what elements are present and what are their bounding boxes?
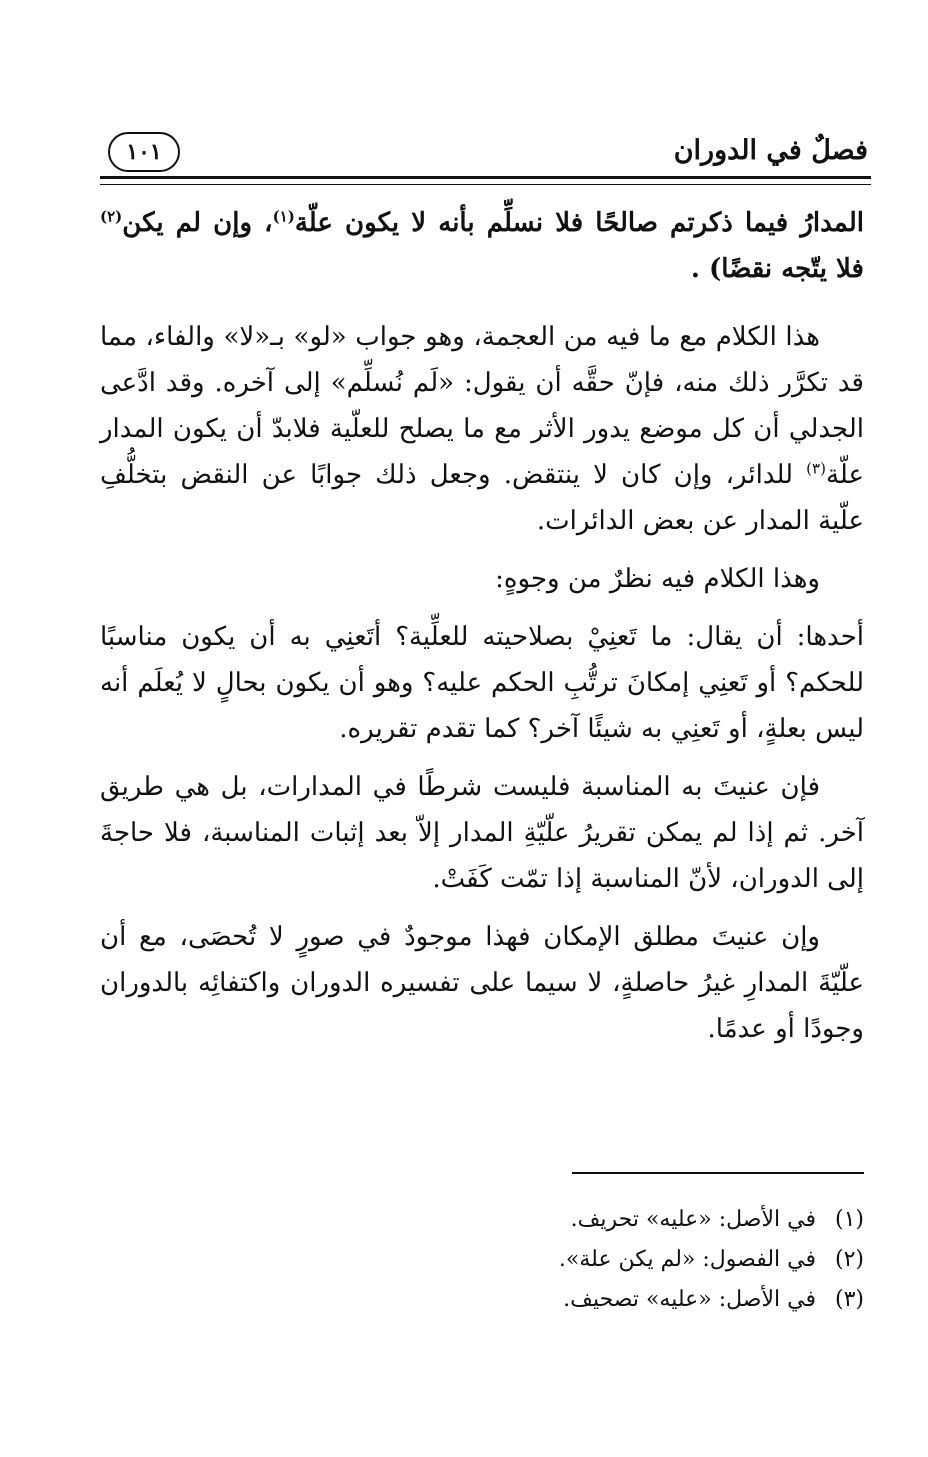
paragraph-first-objection: أحدها: أن يقال: ما تَعنِيْ بصلاحيته للعلِّية؟ أتَعنِي به أن يكون مناسبًا للحكم؟ أو تَعنِي إمكانَ ترتُّبِ الحكم عليه؟ وهو أن يكون بحالٍ لا يُعلَم أنه ليس بعلةٍ، أو تَعنِي به شيئًا آخر؟ كما تقدم تقريره. — [100, 622, 864, 744]
footnote-ref-1: (١) — [272, 207, 295, 226]
footnote-number: (٢) — [834, 1247, 864, 1272]
commentary-text-part-2: للدائر، وإن كان لا ينتقض. وجعل ذلك جوابًا عن النقض بتخلُّفِ علّية المدار عن بعض الدائرات. — [100, 460, 864, 536]
quoted-text-part-2: ، وإن لم يكن — [122, 208, 273, 238]
footnote-number: (٣) — [834, 1287, 864, 1312]
footnote-text: في الأصل: «عليه» تصحيف. — [563, 1287, 816, 1312]
paragraph-suitability: فإن عنيتَ به المناسبة فليست شرطًا في المدارات، بل هي طريق آخر. ثم إذا لم يمكن تقريرُ علّيّةِ المدار إلاّ بعد إثبات المناسبة، فلا حاجةَ إلى الدوران، لأنّ المناسبة إذا تمّت كَفَتْ. — [100, 772, 864, 894]
footnote-number: (١) — [834, 1207, 864, 1232]
chapter-title: فصلٌ في الدوران — [673, 135, 868, 166]
header-divider — [100, 176, 871, 185]
footnote-1 — [100, 1200, 864, 1240]
page-number: ١٠١ — [108, 132, 180, 172]
paragraph-commentary — [100, 314, 864, 544]
footnotes — [100, 1200, 864, 1320]
footnote-3 — [100, 1280, 864, 1320]
paragraph-possibility: وإن عنيتَ مطلق الإمكان فهذا موجودٌ في صورٍ لا تُحصَى، مع أن علّيّةَ المدارِ غيرُ حاصلةٍ، لا سيما على تفسيره الدوران واكتفائِه بالدوران وجودًا أو عدمًا. — [100, 922, 864, 1044]
quoted-text-part-1: المدارُ فيما ذكرتم صالحًا فلا نسلِّم بأنه لا يكون علّة — [294, 208, 864, 238]
running-header — [100, 128, 868, 178]
paragraph-objections-intro: وهذا الكلام فيه نظرٌ من وجوهٍ: — [495, 564, 820, 594]
footnote-divider — [572, 1172, 864, 1174]
footnote-text: في الأصل: «عليه» تحريف. — [570, 1207, 816, 1232]
quoted-paragraph — [100, 200, 864, 292]
footnote-2 — [100, 1240, 864, 1280]
footnote-text: في الفصول: «لم يكن علة». — [558, 1247, 816, 1272]
quoted-text-part-3: فلا يتّجه نقضًا) . — [690, 254, 864, 284]
commentary-text-part-1: هذا الكلام مع ما فيه من العجمة، وهو جواب «لو» بـ«لا» والفاء، مما قد تكرَّر ذلك منه، فإنّ حقَّه أن يقول: «لَم نُسلِّم» إلى آخره. وقد ادَّعى الجدلي أن كل موضع يدور الأثر مع ما يصلح للعلّية فلابدّ أن يكون المدار علّة — [100, 322, 864, 490]
footnote-ref-3: (٣) — [806, 459, 826, 478]
main-text — [100, 200, 864, 1064]
footnote-ref-2: (٢) — [100, 207, 123, 226]
